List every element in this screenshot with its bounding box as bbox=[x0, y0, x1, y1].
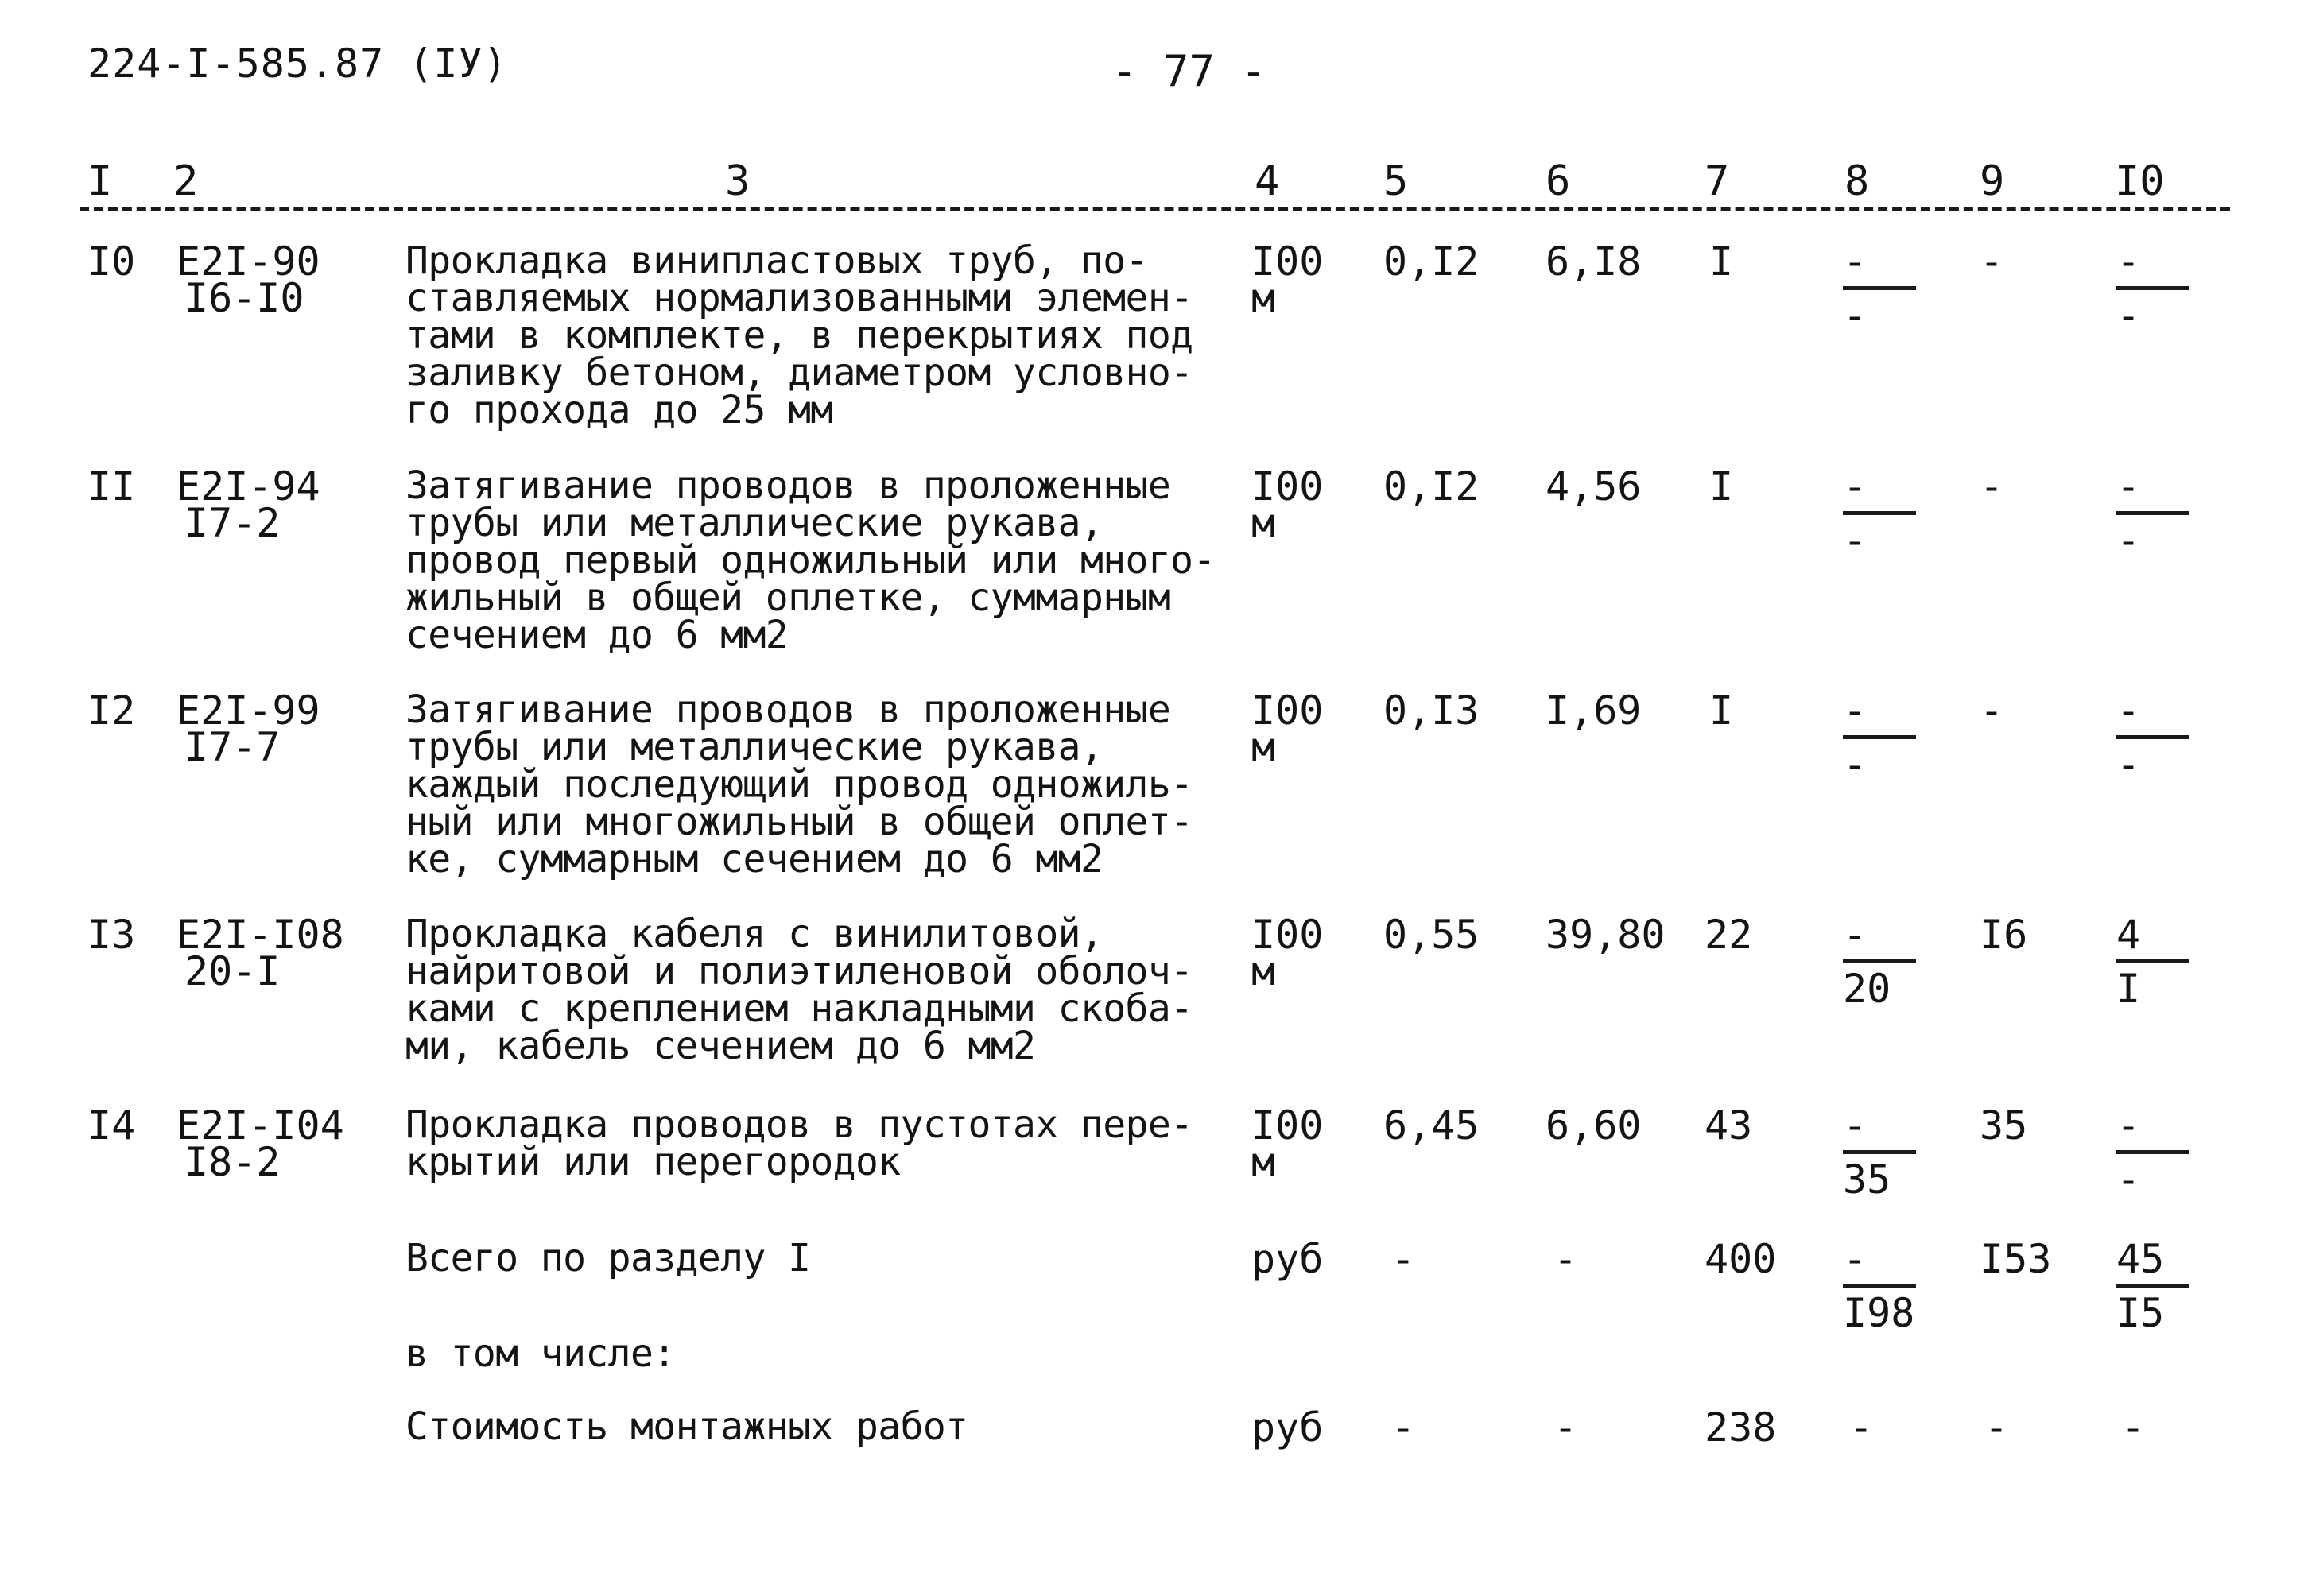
norm-subcode: 20-I bbox=[184, 948, 281, 994]
unit-measure: м bbox=[1251, 948, 1276, 994]
norm-code: E2I-99 bbox=[176, 688, 320, 734]
norm-code: E2I-90 bbox=[176, 238, 320, 285]
row-number: I0 bbox=[87, 238, 136, 285]
norm-subcode: I8-2 bbox=[184, 1139, 281, 1185]
col8-denominator: 35 bbox=[1843, 1156, 1891, 1203]
install-unit: руб bbox=[1251, 1404, 1324, 1451]
col10-fraction bbox=[2116, 912, 2189, 1031]
install-col9: - bbox=[1984, 1404, 2009, 1451]
unit-quantity: I00 bbox=[1251, 688, 1324, 734]
fraction-bar bbox=[2116, 1284, 2189, 1288]
column-header-7: 7 bbox=[1705, 157, 1730, 205]
total-col10-fraction bbox=[2116, 1236, 2189, 1355]
col8-fraction bbox=[1843, 463, 1916, 583]
col10-denominator: - bbox=[2116, 742, 2141, 788]
col8-numerator: - bbox=[1843, 912, 1868, 958]
column-header-4: 4 bbox=[1255, 157, 1280, 205]
unit-quantity: I00 bbox=[1251, 912, 1324, 958]
row-number: I3 bbox=[87, 912, 136, 958]
column-header-5: 5 bbox=[1383, 157, 1409, 205]
install-col5: - bbox=[1391, 1404, 1416, 1451]
column-header-8: 8 bbox=[1844, 157, 1870, 205]
fraction-bar bbox=[1843, 511, 1916, 515]
col10-numerator: - bbox=[2116, 463, 2141, 509]
fraction-bar bbox=[2116, 735, 2189, 739]
fraction-bar bbox=[2116, 959, 2189, 963]
column-header-10: I0 bbox=[2115, 157, 2165, 205]
fraction-bar bbox=[2116, 286, 2189, 290]
total-col8-fraction bbox=[1843, 1236, 1916, 1355]
col8-fraction bbox=[1843, 1102, 1916, 1222]
col6-value: 4,56 bbox=[1546, 463, 1642, 509]
header-rule bbox=[80, 207, 2230, 211]
col9-value: - bbox=[1980, 688, 2004, 734]
total-col7: 400 bbox=[1705, 1236, 1777, 1282]
col5-value: 0,I2 bbox=[1383, 238, 1480, 285]
col7-value: 22 bbox=[1705, 912, 1753, 958]
col8-numerator: - bbox=[1843, 238, 1868, 285]
col5-value: 6,45 bbox=[1383, 1102, 1480, 1149]
col10-fraction bbox=[2116, 238, 2189, 358]
unit-measure: м bbox=[1251, 275, 1276, 321]
fraction-bar bbox=[1843, 1150, 1916, 1154]
column-header-3: 3 bbox=[725, 157, 751, 205]
col8-denominator: - bbox=[1843, 292, 1868, 339]
col10-numerator: - bbox=[2116, 688, 2141, 734]
col10-fraction bbox=[2116, 463, 2189, 583]
column-header-2: 2 bbox=[173, 157, 199, 205]
norm-code: E2I-94 bbox=[176, 463, 320, 509]
total-label: Всего по разделу I bbox=[405, 1236, 811, 1280]
col6-value: 6,60 bbox=[1546, 1102, 1642, 1149]
col8-denominator: - bbox=[1843, 742, 1868, 788]
column-header-1: I bbox=[87, 157, 113, 205]
col8-fraction bbox=[1843, 238, 1916, 358]
col8-numerator: - bbox=[1843, 688, 1868, 734]
col10-denominator: - bbox=[2116, 292, 2141, 339]
total-col8-numerator: - bbox=[1843, 1236, 1868, 1282]
col10-numerator: - bbox=[2116, 1102, 2141, 1149]
row-number: I4 bbox=[87, 1102, 136, 1149]
col10-fraction bbox=[2116, 688, 2189, 807]
unit-measure: м bbox=[1251, 1139, 1276, 1185]
norm-code: E2I-I08 bbox=[176, 912, 344, 958]
column-header-6: 6 bbox=[1546, 157, 1571, 205]
work-description: Затягивание проводов в проложенные трубы или металлические рукава, каждый последующий провод одножиль- ный или многожильный в общей оплет- ке, суммарным сечением до 6 мм2 bbox=[405, 688, 1193, 881]
col9-value: I6 bbox=[1980, 912, 2028, 958]
col7-value: 43 bbox=[1705, 1102, 1753, 1149]
work-description: Прокладка кабеля с винилитовой, найритовой и полиэтиленовой оболоч- ками с креплением накладными скоба- ми, кабель сечением до 6 мм2 bbox=[405, 912, 1193, 1068]
col10-fraction bbox=[2116, 1102, 2189, 1222]
fraction-bar bbox=[1843, 1284, 1916, 1288]
col8-numerator: - bbox=[1843, 463, 1868, 509]
col10-denominator: I bbox=[2116, 966, 2141, 1012]
col8-fraction bbox=[1843, 688, 1916, 807]
col6-value: 39,80 bbox=[1546, 912, 1666, 958]
col8-numerator: - bbox=[1843, 1102, 1868, 1149]
col10-numerator: 4 bbox=[2116, 912, 2141, 958]
total-unit: руб bbox=[1251, 1236, 1324, 1282]
work-description: Прокладка проводов в пустотах пере- крытий или перегородок bbox=[405, 1102, 1193, 1184]
install-col8: - bbox=[1849, 1404, 1874, 1451]
unit-quantity: I00 bbox=[1251, 238, 1324, 285]
total-col6: - bbox=[1553, 1236, 1578, 1282]
work-description: Затягивание проводов в проложенные трубы или металлические рукава, провод первый одножильный или много- жильный в общей оплетке, суммарным сечением до 6 мм2 bbox=[405, 463, 1216, 657]
install-cost-label: Стоимость монтажных работ bbox=[405, 1404, 968, 1449]
total-col8-denominator: I98 bbox=[1843, 1290, 1915, 1336]
norm-code: E2I-I04 bbox=[176, 1102, 344, 1149]
col7-value: I bbox=[1709, 688, 1734, 734]
col5-value: 0,I3 bbox=[1383, 688, 1480, 734]
row-number: I2 bbox=[87, 688, 136, 734]
col10-numerator: - bbox=[2116, 238, 2141, 285]
col9-value: - bbox=[1980, 238, 2004, 285]
total-col10-denominator: I5 bbox=[2116, 1290, 2165, 1336]
install-col6: - bbox=[1553, 1404, 1578, 1451]
fraction-bar bbox=[2116, 511, 2189, 515]
column-header-9: 9 bbox=[1980, 157, 2005, 205]
total-col5: - bbox=[1391, 1236, 1416, 1282]
col5-value: 0,I2 bbox=[1383, 463, 1480, 509]
col8-fraction bbox=[1843, 912, 1916, 1031]
col7-value: I bbox=[1709, 238, 1734, 285]
fraction-bar bbox=[2116, 1150, 2189, 1154]
col6-value: 6,I8 bbox=[1546, 238, 1642, 285]
norm-subcode: I7-7 bbox=[184, 724, 281, 770]
unit-measure: м bbox=[1251, 724, 1276, 770]
col9-value: 35 bbox=[1980, 1102, 2028, 1149]
col10-denominator: - bbox=[2116, 1156, 2141, 1203]
fraction-bar bbox=[1843, 735, 1916, 739]
col10-denominator: - bbox=[2116, 517, 2141, 564]
install-col10: - bbox=[2121, 1404, 2146, 1451]
unit-measure: м bbox=[1251, 500, 1276, 546]
col7-value: I bbox=[1709, 463, 1734, 509]
install-col7: 238 bbox=[1705, 1404, 1777, 1451]
row-number: II bbox=[87, 463, 136, 509]
fraction-bar bbox=[1843, 959, 1916, 963]
norm-subcode: I7-2 bbox=[184, 500, 281, 546]
unit-quantity: I00 bbox=[1251, 463, 1324, 509]
work-description: Прокладка винипластовых труб, по- ставляемых нормализованными элемен- тами в комплекте, в перекрытиях под заливку бетоном, диаметром условно- го прохода до 25 мм bbox=[405, 238, 1193, 432]
unit-quantity: I00 bbox=[1251, 1102, 1324, 1149]
col6-value: I,69 bbox=[1546, 688, 1642, 734]
norm-subcode: I6-I0 bbox=[184, 275, 304, 321]
including-label: в том числе: bbox=[405, 1331, 676, 1376]
page-number: - 77 - bbox=[1111, 46, 1267, 96]
col5-value: 0,55 bbox=[1383, 912, 1480, 958]
col8-denominator: 20 bbox=[1843, 966, 1891, 1012]
total-col9: I53 bbox=[1980, 1236, 2052, 1282]
col9-value: - bbox=[1980, 463, 2004, 509]
fraction-bar bbox=[1843, 286, 1916, 290]
document-code: 224-I-585.87 (IУ) bbox=[87, 41, 508, 87]
total-col10-numerator: 45 bbox=[2116, 1236, 2165, 1282]
col8-denominator: - bbox=[1843, 517, 1868, 564]
